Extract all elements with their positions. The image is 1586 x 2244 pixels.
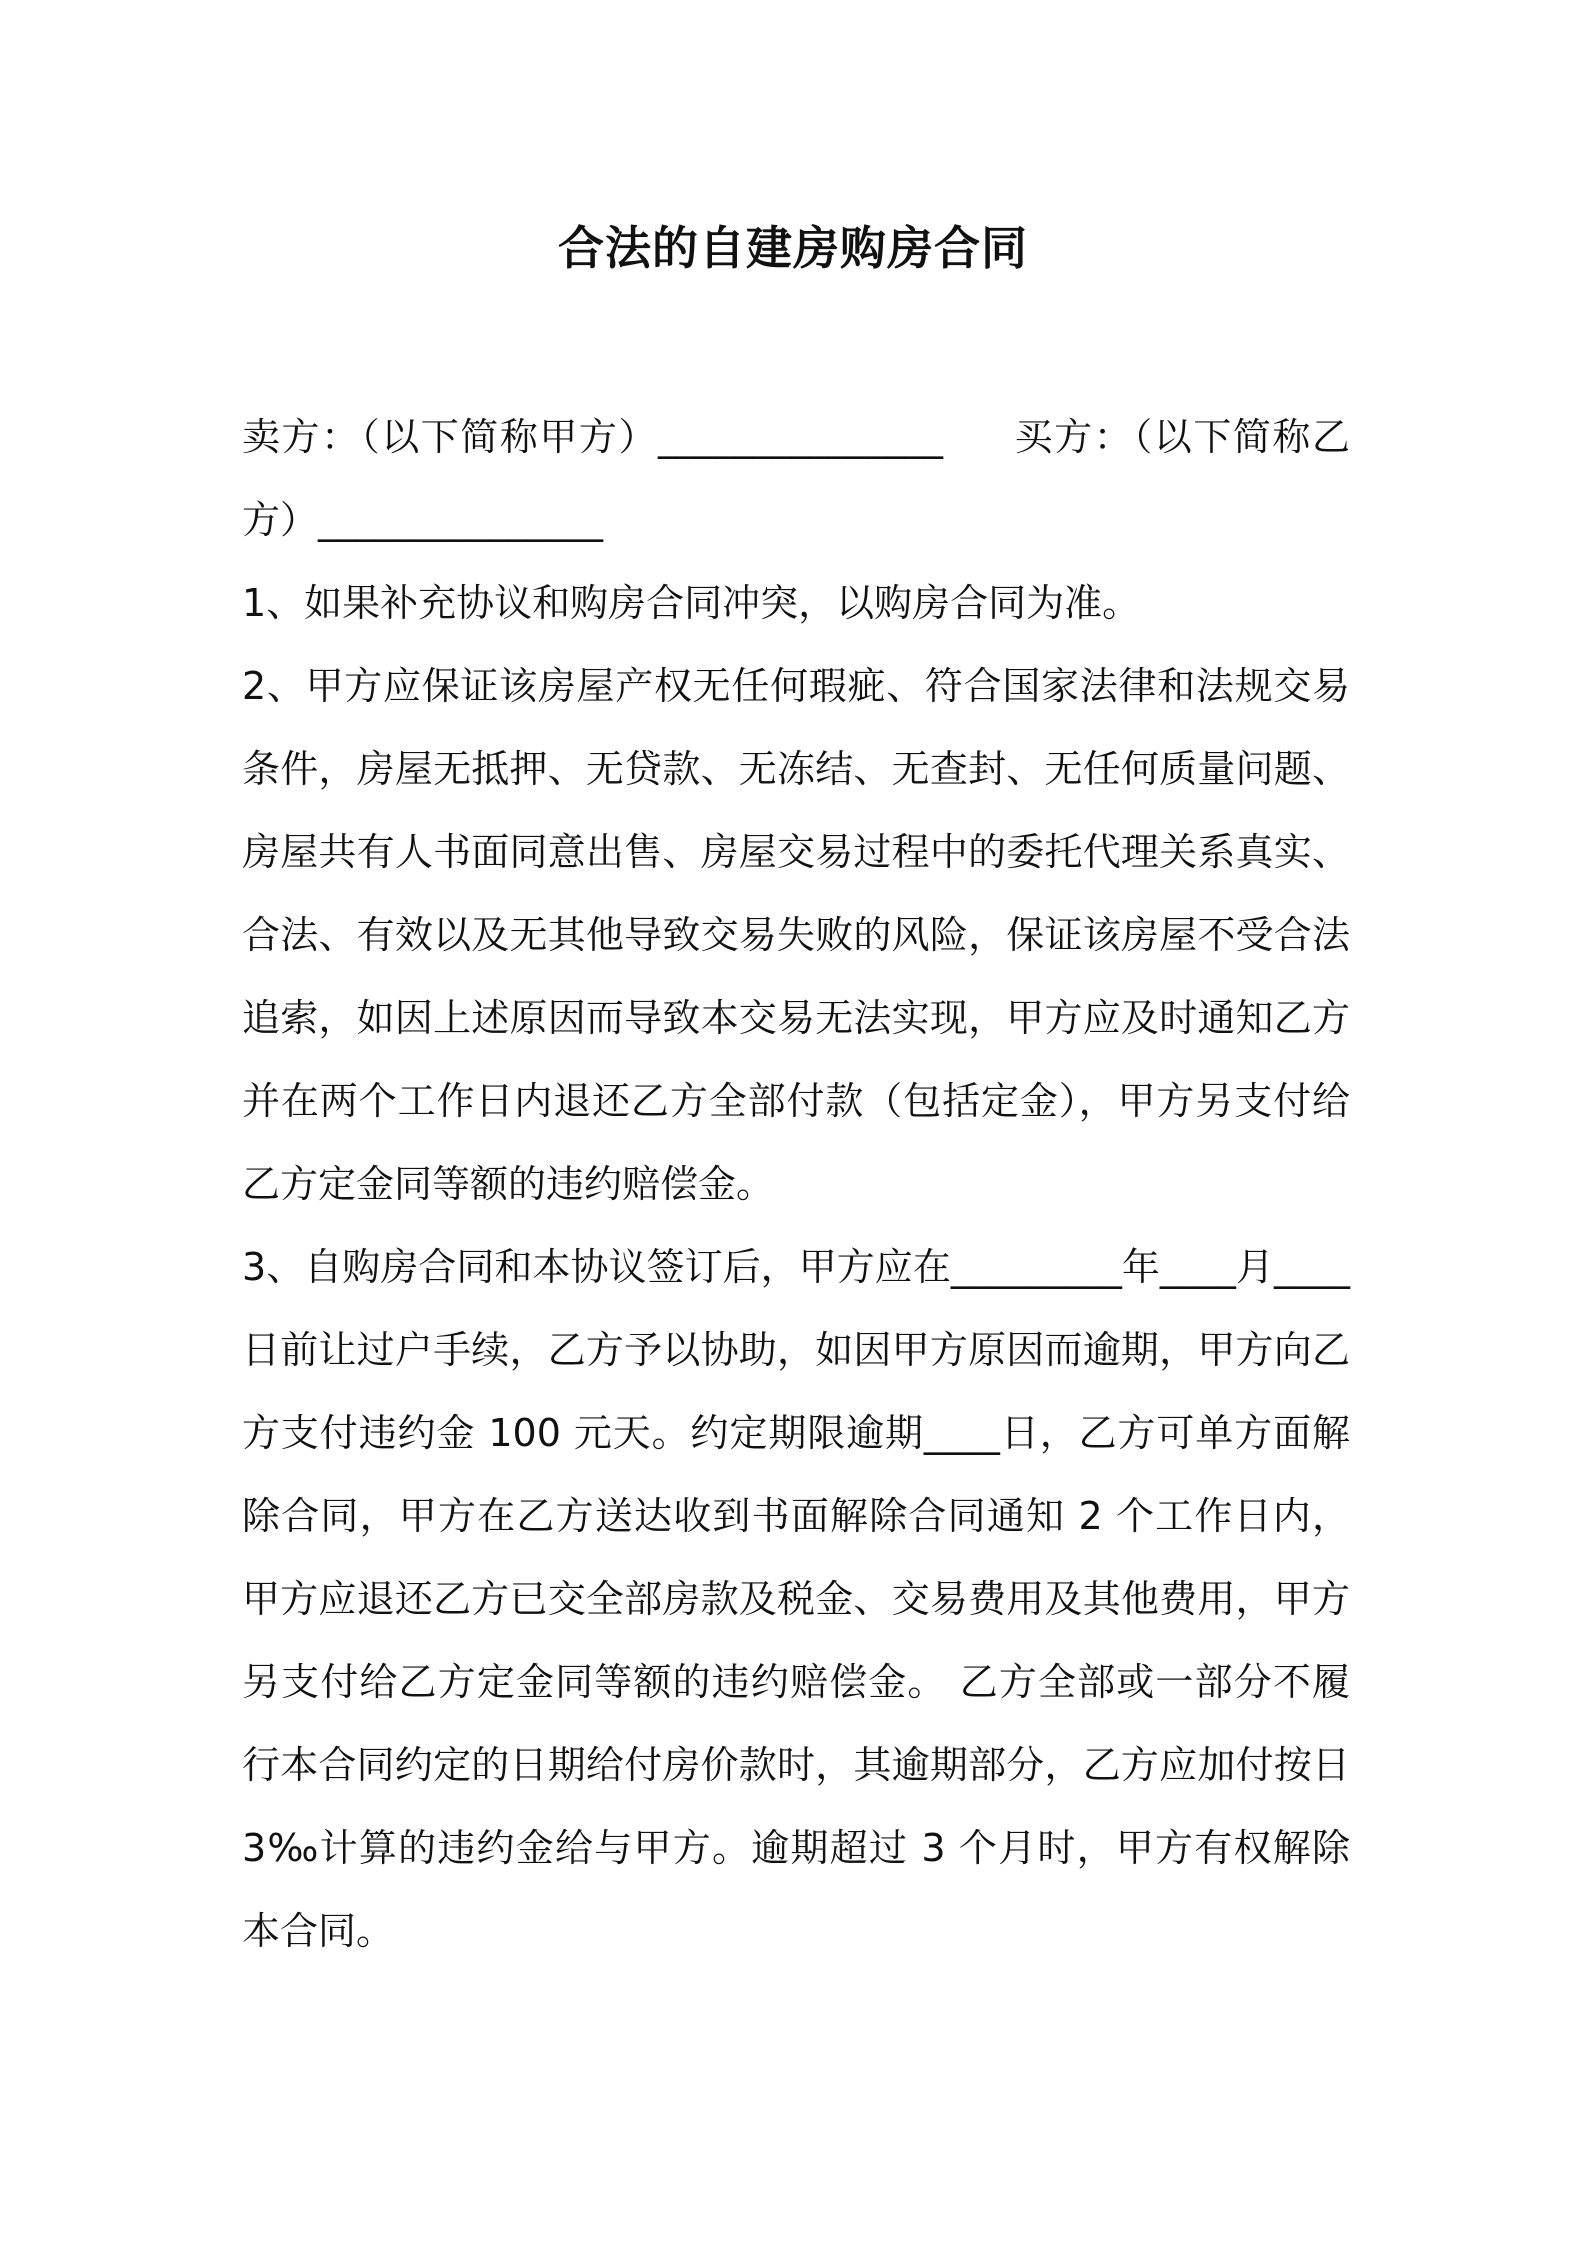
clause-2: 2、甲方应保证该房屋产权无任何瑕疵、符合国家法律和法规交易条件，房屋无抵押、无贷款、无冻结、无查封、无任何质量问题、房屋共有人书面同意出售、房屋交易过程中的委托代理关系真实、合法、有效以及无其他导致交易失败的风险，保证该房屋不受合法追索，如因上述原因而导致本交易无法实现，甲方应及时通知乙方并在两个工作日内退还乙方全部付款（包括定金），甲方另支付给乙方定金同等额的违约赔偿金。 xyxy=(242,664,1350,1206)
buyer-label: 买方：（以下简称乙方） xyxy=(242,415,1350,542)
clause-1: 1、如果补充协议和购房合同冲突，以购房合同为准。 xyxy=(242,581,1141,625)
buyer-blank: _______________ xyxy=(318,498,604,542)
seller-label: 卖方：（以下简称甲方） xyxy=(242,415,659,459)
clause-3: 3、自购房合同和本协议签订后，甲方应在_________年____月____日前让过户手续，乙方予以协助，如因甲方原因而逾期，甲方向乙方支付违约金 100 元天。约定期限逾期____日，乙方可单方面解除合同，甲方在乙方送达收到书面解除合同通知 2 个工作日内，甲方应退还乙方已交全部房款及税金、交易费用及其他费用，甲方另支付给乙方定金同等额的违约赔偿金。 乙方全部或一部分不履行本合同约定的日期给付房价款时，其逾期部分，乙方应加付按日 3‰计算的违约金给与甲方。逾期超过 3 个月时，甲方有权解除本合同。 xyxy=(242,1245,1350,1953)
parties-paragraph xyxy=(242,396,1350,562)
seller-blank: _______________ xyxy=(658,415,944,459)
document-title: 合法的自建房购房合同 xyxy=(558,221,1028,275)
document-body xyxy=(242,396,1350,1973)
